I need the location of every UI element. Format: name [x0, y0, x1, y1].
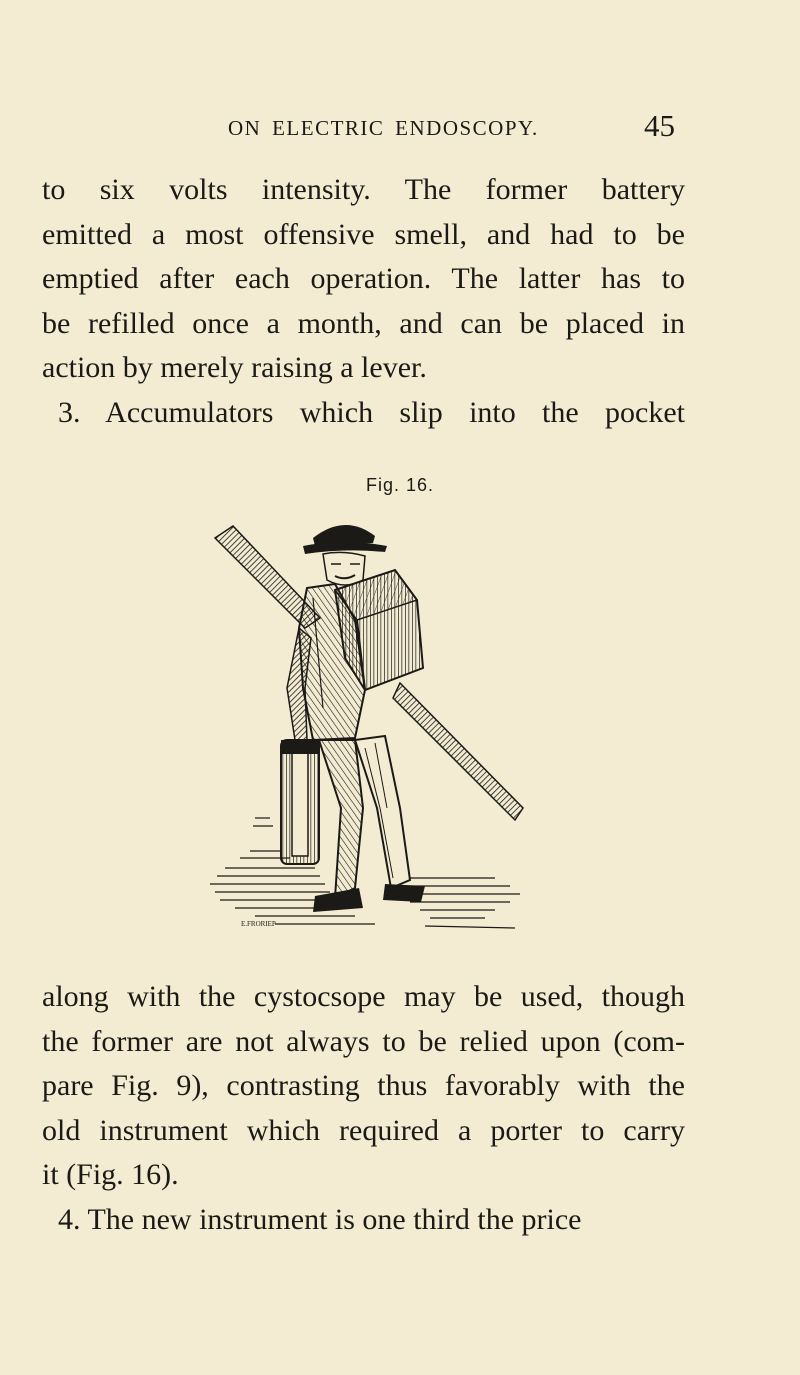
text-line: along with the cystocsope may be used, though [42, 980, 685, 1013]
porter-engraving [195, 508, 535, 948]
text-line: be refilled once a month, and can be placed in [42, 306, 685, 340]
engraver-signature: E.FRORIEP [241, 920, 276, 928]
text-line: old instrument which required a porter to carry [42, 1113, 685, 1147]
text-line: pare Fig. 9), contrasting thus favorably with the [42, 1069, 685, 1102]
running-title: ON ELECTRIC ENDOSCOPY. [228, 116, 539, 140]
running-head [0, 108, 800, 148]
text-line: emitted a most offensive smell, and had to be [42, 217, 685, 251]
upper-text-block [42, 168, 685, 435]
text-line: the former are not always to be relied upon (com- [42, 1024, 685, 1058]
text-line: action by merely raising a lever. [42, 351, 427, 384]
text-line: emptied after each operation. The latter has to [42, 262, 685, 295]
text-line: to six volts intensity. The former battery [42, 173, 685, 206]
ground-shading [210, 818, 520, 928]
page-number: 45 [644, 108, 675, 143]
text-line: 4. The new instrument is one third the price [58, 1202, 582, 1236]
text-line: 3. Accumulators which slip into the pocket [58, 395, 685, 429]
lower-text-block [42, 975, 685, 1242]
figure-caption: Fig. 16. [365, 475, 435, 495]
figure-illustration [195, 508, 535, 948]
text-line: it (Fig. 16). [42, 1158, 179, 1191]
